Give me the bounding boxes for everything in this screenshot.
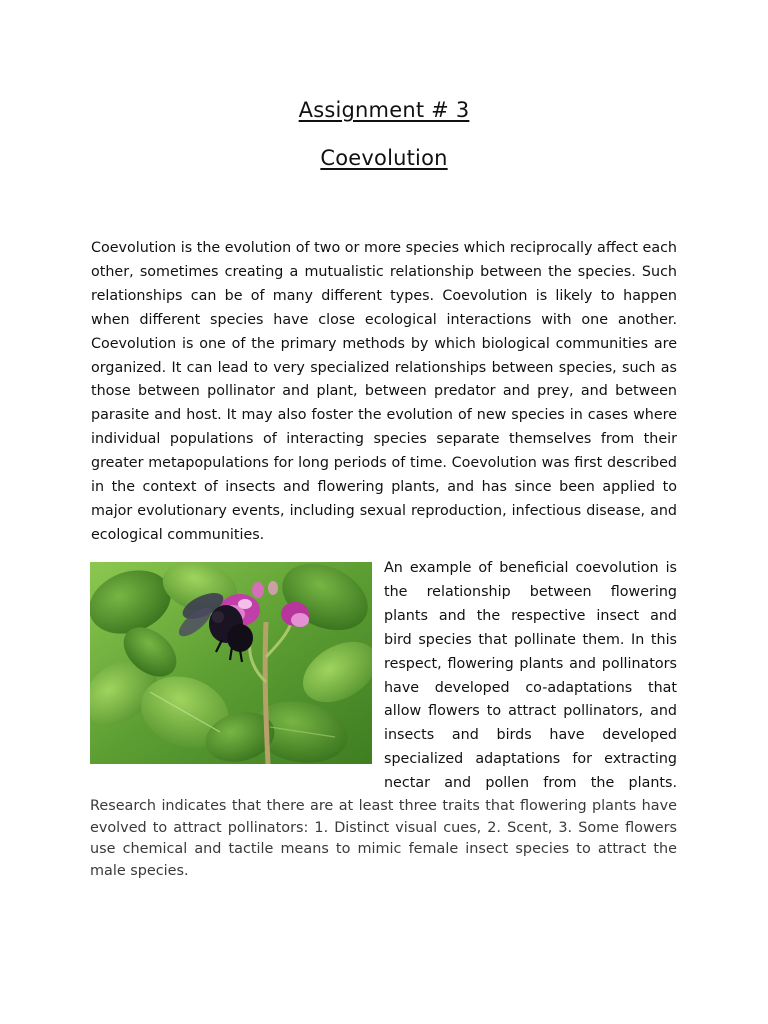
intro-paragraph: Coevolution is the evolution of two or more species which reciprocally affect each other, sometimes creating a mutualistic relationship between the species. Such relationships can be of many different types. Coevolution is likely to happen when different species have close ecological interactions with one another. Coevolution is one of the primary methods by which biological communities are organized. It can lead to very specialized relationships between species, such as those between pollinator and plant, between predator and prey, and between parasite and host. It may also foster the evolution of new species in cases where individual populations of interacting species separate themselves from their greater metapopulations for long periods of time. Coevolution was first described in the context of insects and flowering plants, and has since been applied to major evolutionary events, including sexual reproduction, infectious disease, and ecological communities. — [91, 240, 677, 543]
example-paragraph: An example of beneficial coevolution is the relationship between flowering plants and the respective insect and bird species that pollinate them. In this respect, flowering plants and pollinators have developed co-adaptations that allow flowers to attract pollinators, and insects and birds have developed specialized adaptations for extracting nectar and pollen from the plants. — [384, 560, 677, 792]
photo-illustration — [90, 562, 372, 764]
bee-on-flower-photo — [90, 562, 372, 764]
research-paragraph: Research indicates that there are at least three traits that flowering plants have evolved to attract pollinators: 1. Distinct visual cues, 2. Scent, 3. Some flowers use chemical and tactile means to mimic female insect species to attract the male species. — [90, 798, 677, 879]
assignment-title: Assignment # 3 — [298, 98, 470, 122]
topic-title: Coevolution — [320, 146, 448, 170]
